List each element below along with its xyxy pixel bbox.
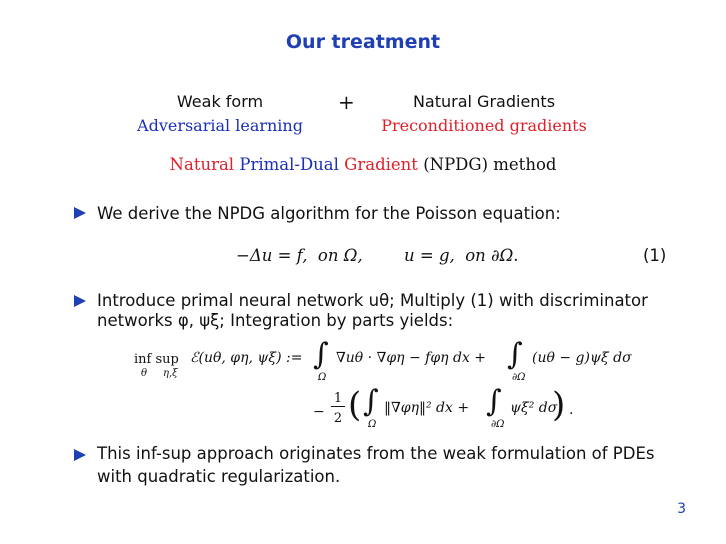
equation-1-lhs: −Δu = f, on Ω,	[236, 246, 363, 265]
infsup-operator: inf sup	[134, 352, 179, 367]
bullet-2-line-2: networks φ, ψξ; Integration by parts yields:	[97, 311, 454, 330]
bullet-marker-2	[74, 295, 86, 307]
integral-4-integrand: ψξ² dσ	[510, 400, 558, 416]
method-npdg: (NPDG) method	[423, 155, 557, 174]
left-paren: (	[348, 385, 362, 425]
integral-2-integrand: (uθ − g)ψξ dσ	[532, 350, 632, 366]
fraction-denominator: 2	[333, 411, 343, 426]
bullet-marker-3	[74, 449, 86, 461]
bullet-3-line-1: This inf-sup approach originates from the weak formulation of PDEs	[97, 444, 655, 463]
plus-sign: +	[338, 90, 355, 114]
integral-3-domain: Ω	[368, 419, 377, 430]
preconditioned-gradients-label: Preconditioned gradients	[381, 116, 587, 135]
integral-2-domain: ∂Ω	[512, 372, 526, 383]
integral-4-domain: ∂Ω	[491, 419, 505, 430]
integral-sign-1: ∫	[313, 337, 329, 372]
period: .	[569, 402, 574, 418]
natural-gradients-label: Natural Gradients	[412, 92, 556, 111]
right-paren: )	[552, 385, 566, 425]
infsup-under-sup: η,ξ	[163, 368, 178, 379]
adversarial-learning-label: Adversarial learning	[137, 116, 303, 135]
bullet-3-line-2: with quadratic regularization.	[97, 467, 341, 486]
equation-1-bc: u = g, on ∂Ω.	[404, 246, 519, 265]
bullet-marker-1	[74, 207, 86, 219]
integral-sign-2: ∫	[507, 337, 523, 372]
bullet-2-line-1: Introduce primal neural network uθ; Multiply (1) with discriminator	[97, 291, 648, 310]
method-gradient: Gradient	[344, 155, 418, 174]
weak-form-label: Weak form	[176, 92, 264, 111]
equation-1-label: (1)	[643, 246, 667, 265]
functional-definition: ℰ(uθ, φη, ψξ) :=	[190, 350, 303, 366]
minus-sign: −	[313, 404, 325, 420]
method-line	[0, 155, 726, 174]
integral-3-integrand: ‖∇φη‖² dx +	[384, 400, 470, 416]
method-natural: Natural	[169, 155, 235, 174]
page-number: 3	[677, 501, 686, 517]
slide-title: Our treatment	[285, 31, 441, 53]
integral-1-integrand: ∇uθ · ∇φη − fφη dx +	[336, 350, 487, 366]
bullet-1-text: We derive the NPDG algorithm for the Poisson equation:	[97, 204, 561, 223]
integral-sign-3: ∫	[363, 384, 379, 419]
method-primal-dual: Primal-Dual	[239, 155, 339, 174]
infsup-under-inf: θ	[141, 368, 148, 379]
fraction-numerator: 1	[331, 391, 345, 407]
integral-1-domain: Ω	[318, 372, 327, 383]
integral-sign-4: ∫	[486, 384, 502, 419]
